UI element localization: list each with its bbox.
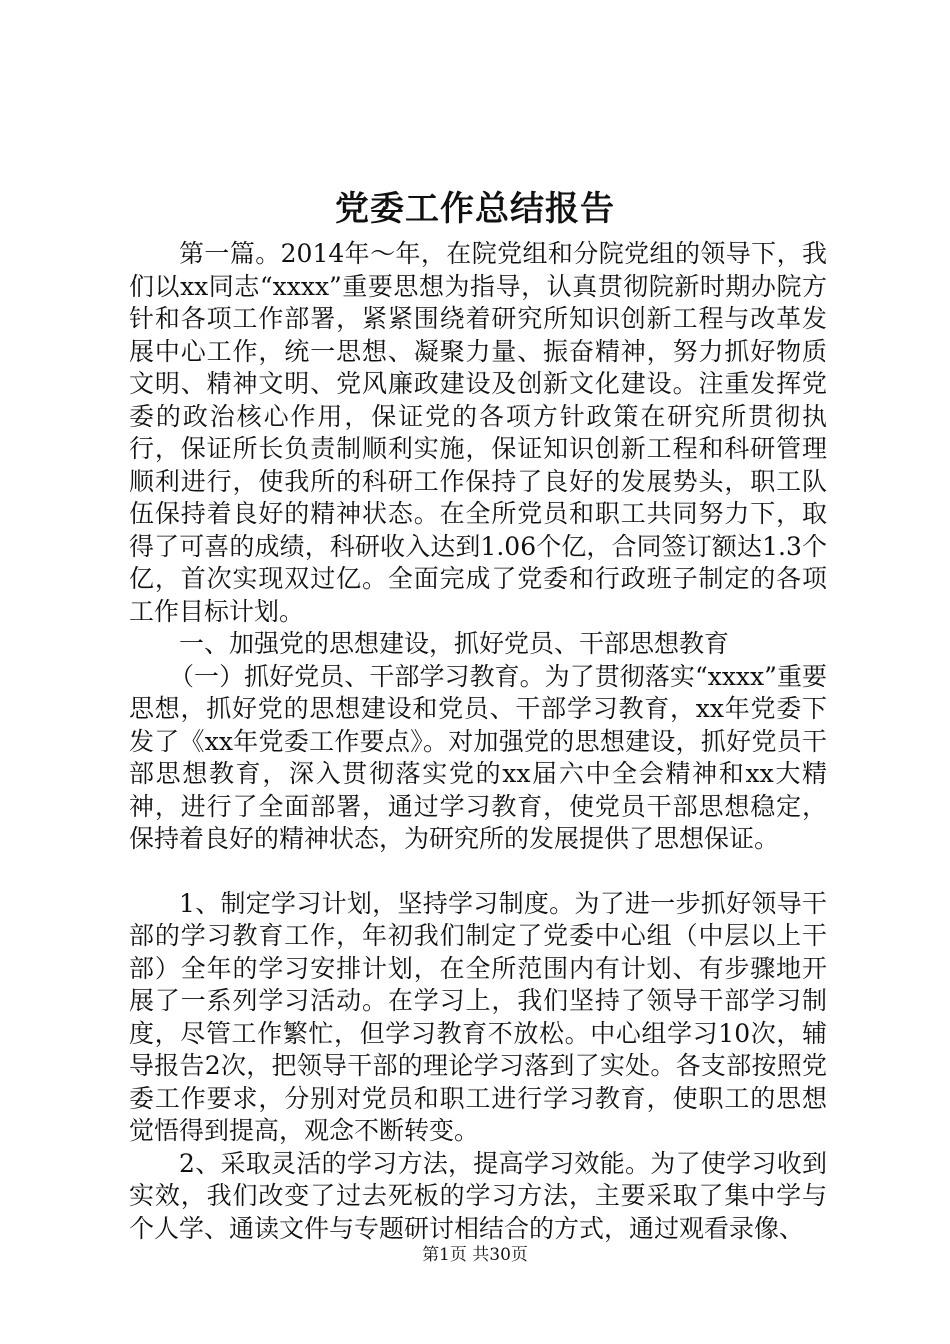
section-heading: 一、加强党的思想建设，抓好党员、干部思想教育	[179, 629, 730, 658]
paragraph-item-one: 1、制定学习计划，坚持学习制度。为了进一步抓好领导干部的学习教育工作，年初我们制定了党委中心组（中层以上干部）全年的学习安排计划，在全所范围内有计划、有步骤地开展了一系列学习活动。在学习上，我们坚持了领导干部学习制度，尽管工作繁忙，但学习教育不放松。中心组学习10次，辅导报告2次，把领导干部的理论学习落到了实处。各支部按照党委工作要求，分别对党员和职工进行学习教育，使职工的思想觉悟得到提高，观念不断转变。	[129, 888, 827, 1145]
paragraph-subsection-one: （一）抓好党员、干部学习教育。为了贯彻落实“xxxx”重要思想，抓好党的思想建设和党员、干部学习教育，xx年党委下发了《xx年党委工作要点》。对加强党的思想建设，抓好党员干部思想教育，深入贯彻落实党的xx届六中全会精神和xx大精神，进行了全面部署，通过学习教育，使党员干部思想稳定，保持着良好的精神状态，为研究所的发展提供了思想保证。	[129, 661, 827, 853]
document-body	[129, 238, 827, 1245]
page-footer: 第1页 共30页	[422, 1245, 528, 1265]
paragraph-item-two: 2、采取灵活的学习方法，提高学习效能。为了使学习收到实效，我们改变了过去死板的学习方法，主要采取了集中学与个人学、通读文件与专题研讨相结合的方式，通过观看录像、	[129, 1148, 827, 1243]
document-title: 党委工作总结报告	[335, 189, 615, 229]
paragraph-intro: 第一篇。2014年～年，在院党组和分院党组的领导下，我们以xx同志“xxxx”重要思想为指导，认真贯彻院新时期办院方针和各项工作部署，紧紧围绕着研究所知识创新工程与改革发展中心工作，统一思想、凝聚力量、振奋精神，努力抓好物质文明、精神文明、党风廉政建设及创新文化建设。注重发挥党委的政治核心作用，保证党的各项方针政策在研究所贯彻执行，保证所长负责制顺利实施，保证知识创新工程和科研管理顺利进行，使我所的科研工作保持了良好的发展势头，职工队伍保持着良好的精神状态。在全所党员和职工共同努力下，取得了可喜的成绩，科研收入达到1.06个亿，合同签订额达1.3个亿，首次实现双过亿。全面完成了党委和行政班子制定的各项工作目标计划。	[129, 239, 827, 626]
